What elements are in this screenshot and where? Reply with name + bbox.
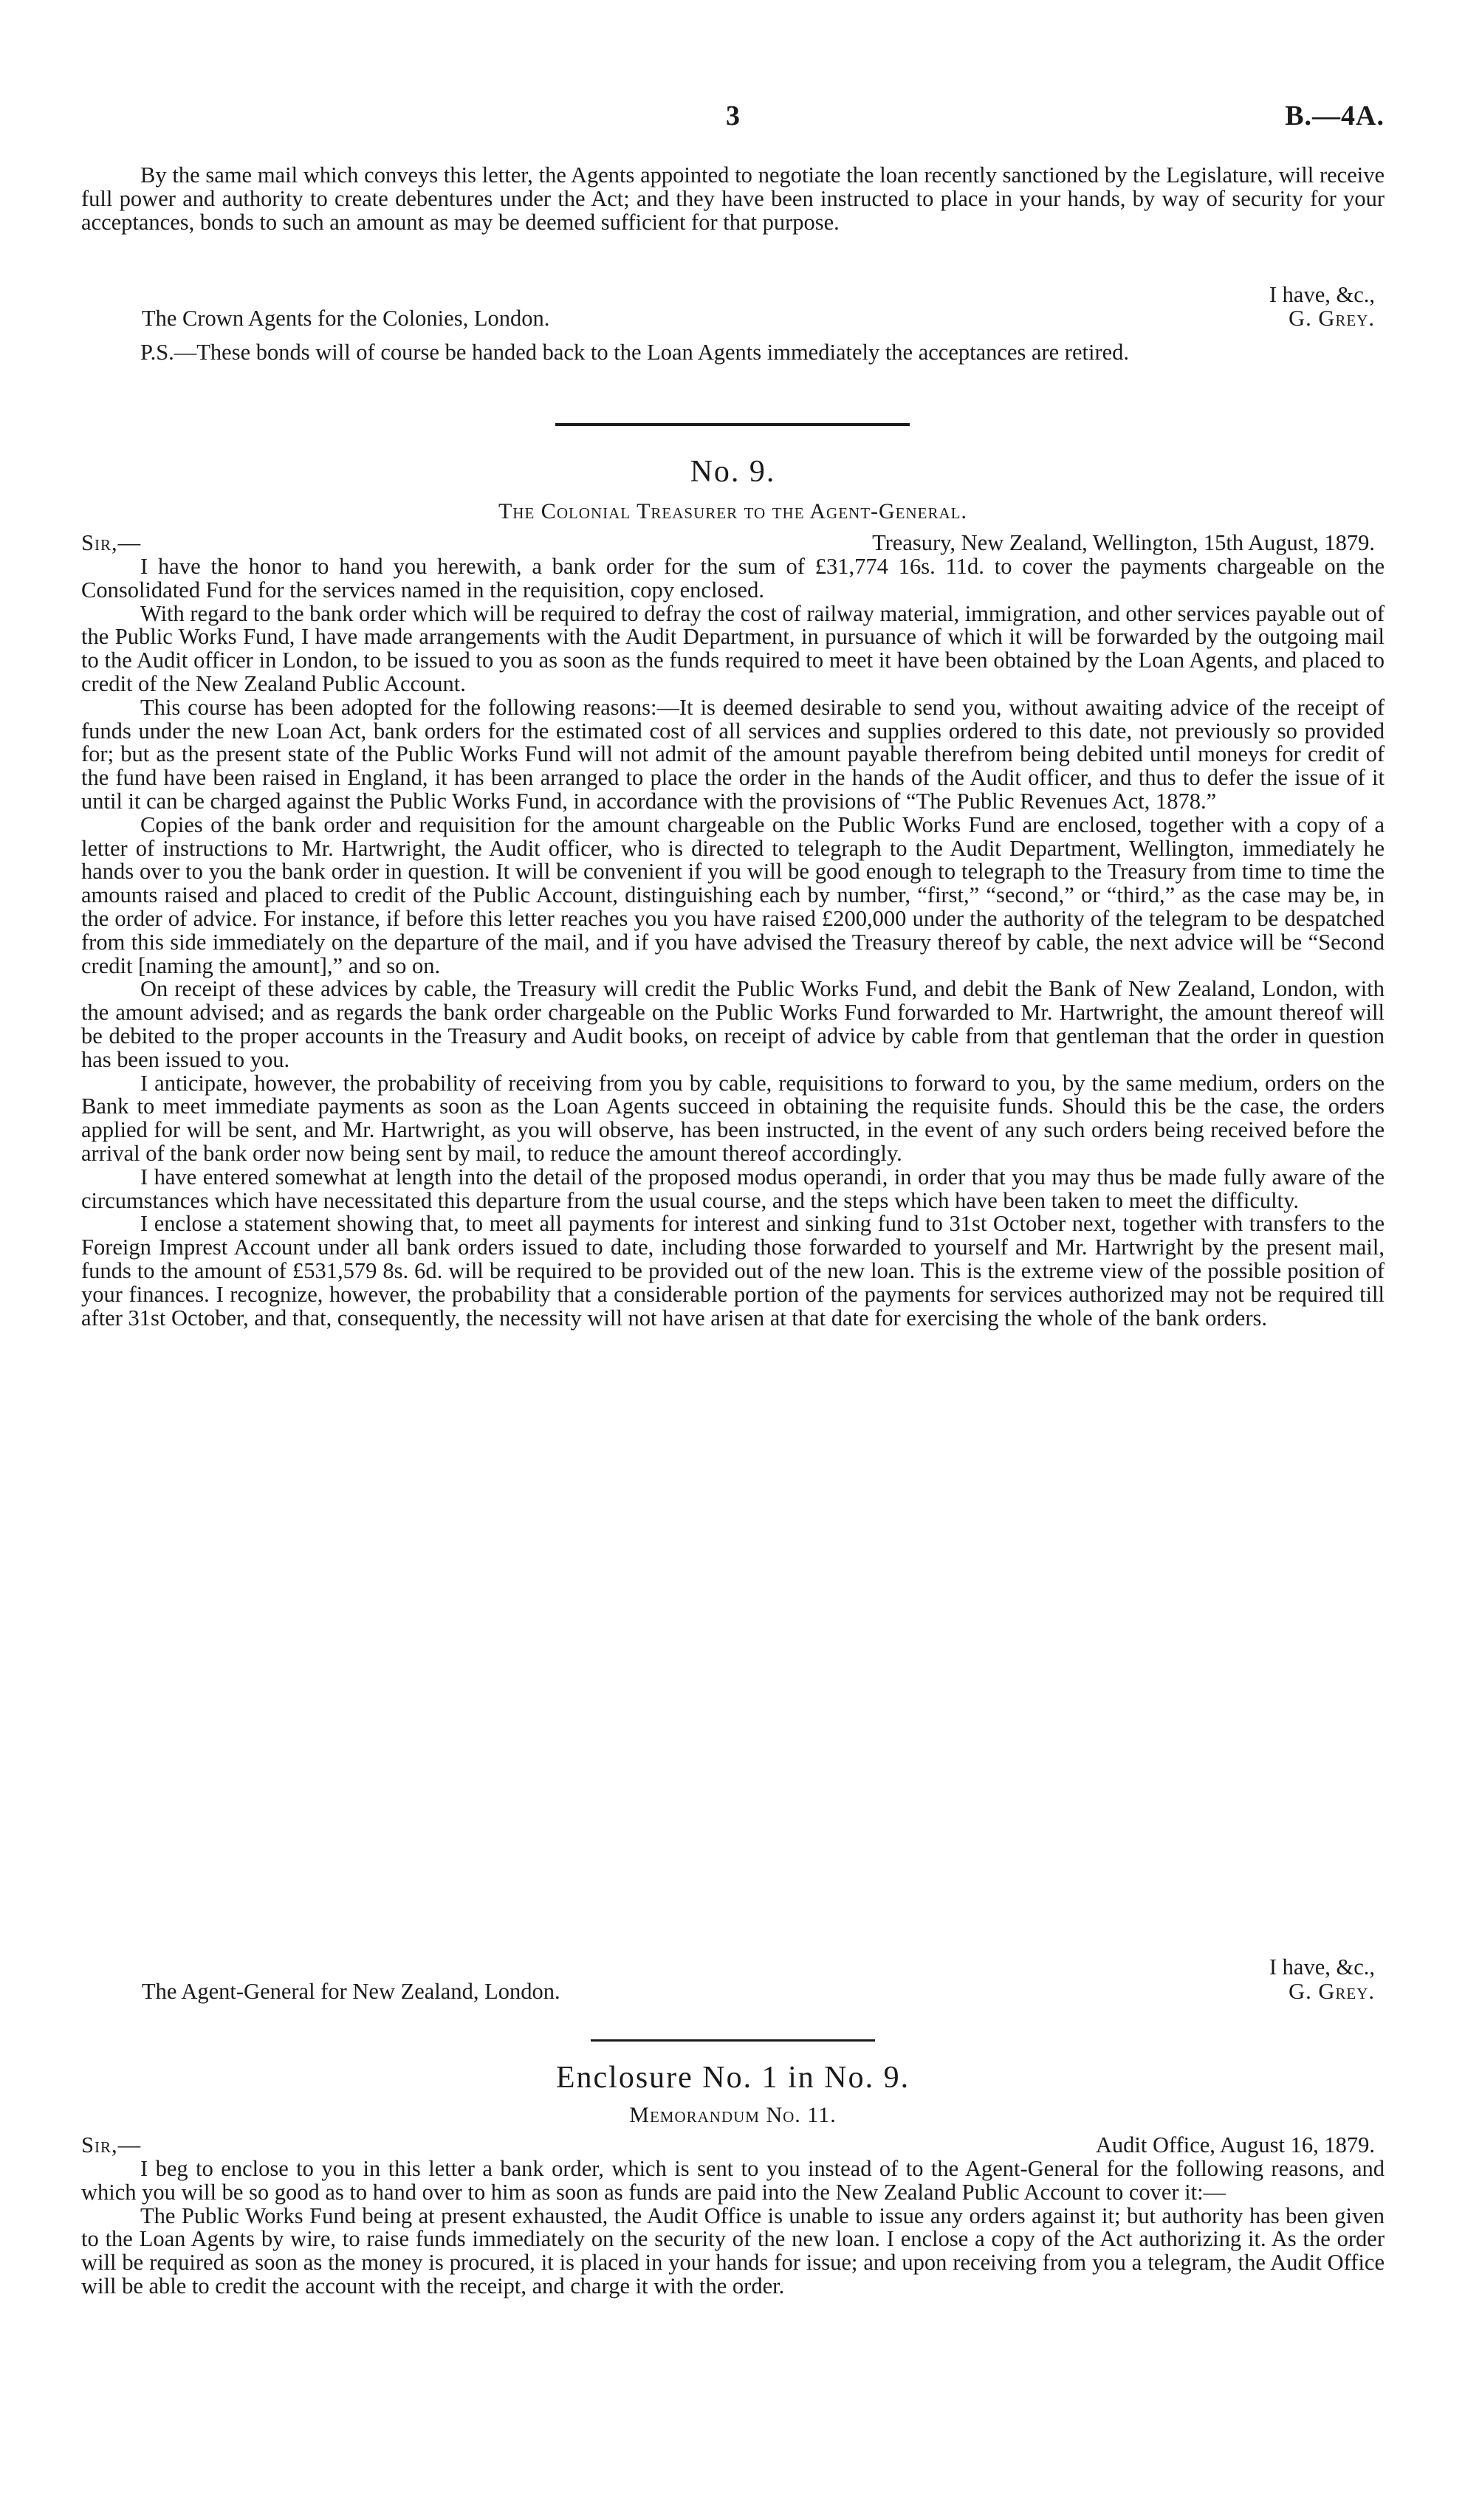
letter-9-salutation: Sir,— — [81, 530, 142, 555]
letter-9-addressee: The Agent-General for New Zealand, London. — [142, 1979, 560, 2004]
letter-9-paragraph-5: On receipt of these advices by cable, the Treasury will credit the Public Works Fund, and debit the Bank of New Zealand, London, with the amount advised; and as regards the bank order chargeable on the Public Works Fund forwarded to Mr. Hartwright, the amount thereof will be debited to the proper accounts in the Treasury and Audit books, on receipt of advice by cable from that gentleman that the order in question has been issued to you. — [81, 976, 1385, 1072]
enclosure-dateline: Audit Office, August 16, 1879. — [1095, 2132, 1375, 2157]
letter-8-signature: G. Grey. — [1289, 306, 1375, 331]
letter-9-dateline: Treasury, New Zealand, Wellington, 15th August, 1879. — [872, 530, 1375, 555]
section-divider — [591, 2039, 875, 2042]
enclosure-paragraph-1: I beg to enclose to you in this letter a bank order, which is sent to you instead of to the Agent-General for the following reasons, and which you will be so good as to hand over to him as soon as funds are paid into the New Zealand Public Account to cover it:— — [81, 2156, 1385, 2205]
letter-9-from-to: The Colonial Treasurer to the Agent-General. — [498, 499, 967, 523]
letter-9-paragraph-4: Copies of the bank order and requisition for the amount chargeable on the Public Works Fund are enclosed, together with a copy of a letter of instructions to Mr. Hartwright, the Audit officer, who is directed to telegraph to the Audit Department, Wellington, immediately he hands over to you the bank order in question. It will be convenient if you will be good enough to telegraph to the Treasury from time to time the amounts raised and placed to credit of the Public Account, distinguishing each by number, “first,” “second,” or “third,” as the case may be, in the order of advice. For instance, if before this letter reaches you you have raised £200,000 under the authority of the telegram to be despatched from this side immediately on the departure of the mail, and if you have advised the Treasury thereof by cable, the next advice will be “Second credit [naming the amount],” and so on. — [81, 811, 1385, 978]
letter-8-addressee: The Crown Agents for the Colonies, London. — [142, 306, 550, 331]
enclosure-title: Enclosure No. 1 in No. 9. — [555, 2061, 910, 2095]
letter-9-paragraph-1: I have the honor to hand you herewith, a bank order for the sum of £31,774 16s. 11d. to cover the payments chargeable on the Consolidated Fund for the services named in the requisition, copy enclosed. — [81, 554, 1385, 602]
letter-9-number: No. 9. — [690, 455, 776, 489]
memorandum-number: Memorandum No. 11. — [629, 2103, 837, 2127]
enclosure-paragraph-2: The Public Works Fund being at present exhausted, the Audit Office is unable to issue any orders against it; but authority has been given to the Loan Agents by wire, to raise funds immediately on the security of the new loan. I enclose a copy of the Act authorizing it. As the order will be required as soon as the money is procured, it is placed in your hands for issue; and upon receiving from you a telegram, the Audit Office will be able to credit the account with the receipt, and charge it with the order. — [81, 2203, 1385, 2298]
document-reference: B.—4A. — [1285, 100, 1385, 131]
letter-9-paragraph-3: This course has been adopted for the following reasons:—It is deemed desirable to send you, without awaiting advice of the receipt of funds under the new Loan Act, bank orders for the estimated cost of all services and supplies ordered to this date, not previously so provided for; but as the present state of the Public Works Fund will not admit of the amount payable therefrom being debited until moneys for credit of the fund have been raised in England, it has been arranged to place the order in the hands of the Audit officer, and thus to defer the issue of it until it can be charged against the Public Works Fund, in accordance with the provisions of “The Public Revenues Act, 1878.” — [81, 694, 1385, 814]
letter-8-closing: I have, &c., — [1269, 282, 1375, 307]
letter-9-paragraph-6: I anticipate, however, the probability of receiving from you by cable, requisitions to forward to you, by the same medium, orders on the Bank to meet immediate payments as soon as the Loan Agents succeed in obtaining the requisite funds. Should this be the case, the orders applied for will be sent, and Mr. Hartwright, as you will observe, has been instructed, in the event of any such orders being received before the arrival of the bank order now being sent by mail, to reduce the amount thereof accordingly. — [81, 1070, 1385, 1166]
section-divider — [555, 423, 910, 426]
enclosure-salutation: Sir,— — [81, 2132, 142, 2157]
letter-9-closing: I have, &c., — [1269, 1954, 1375, 1980]
page-number: 3 — [726, 100, 740, 131]
letter-9-paragraph-7: I have entered somewhat at length into the detail of the proposed modus operandi, in order that you may thus be made fully aware of the circumstances which have necessitated this departure from the usual course, and the steps which have been taken to meet the difficulty. — [81, 1164, 1385, 1213]
letter-9-signature: G. Grey. — [1289, 1979, 1375, 2004]
postscript-text: P.S.—These bonds will of course be handed back to the Loan Agents immediately the acceptances are retired. — [140, 340, 1130, 365]
enclosure-body — [81, 2157, 1385, 2298]
letter-9-paragraph-8: I enclose a statement showing that, to meet all payments for interest and sinking fund to 31st October next, together with transfers to the Foreign Imprest Account under all bank orders issued to date, including those forwarded to yourself and Mr. Hartwright by the present mail, funds to the amount of £531,579 8s. 6d. will be required to be provided out of the new loan. This is the extreme view of the possible position of your finances. I recognize, however, the probability that a considerable portion of the payments for services authorized may not be required till after 31st October, and that, consequently, the necessity will not have arisen at that date for exercising the whole of the bank orders. — [81, 1211, 1385, 1331]
letter-9-paragraph-2: With regard to the bank order which will be required to defray the cost of railway material, immigration, and other services payable out of the Public Works Fund, I have made arrangements with the Audit Department, in pursuance of which it will be forwarded by the outgoing mail to the Audit officer in London, to be issued to you as soon as the funds required to meet it have been obtained by the Loan Agents, and placed to credit of the New Zealand Public Account. — [81, 600, 1385, 696]
letter-8-postscript — [81, 341, 1385, 365]
letter-8-tail — [81, 164, 1385, 234]
page-header — [81, 100, 1385, 129]
letter-8-paragraph: By the same mail which conveys this letter, the Agents appointed to negotiate the loan recently sanctioned by the Legislature, will receive full power and authority to create debentures under the Act; and they have been instructed to place in your hands, by way of security for your acceptances, bonds to such an amount as may be deemed sufficient for that purpose. — [81, 162, 1385, 235]
letter-9-body — [81, 555, 1385, 1330]
